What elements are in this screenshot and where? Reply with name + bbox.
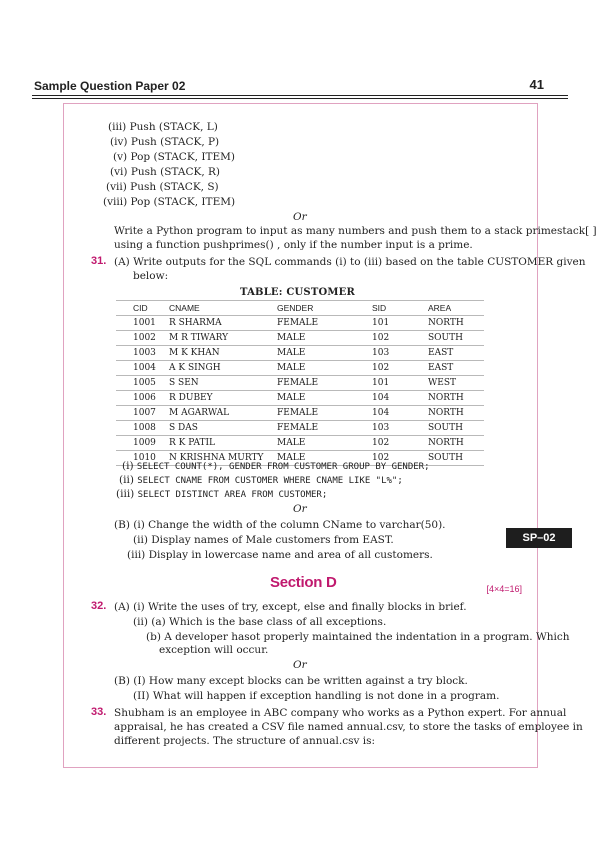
table-cell: EAST bbox=[428, 363, 454, 373]
table-cell: R DUBEY bbox=[169, 393, 213, 403]
table-cell: MALE bbox=[277, 348, 306, 358]
sql-label: (iii) bbox=[116, 488, 135, 500]
table-cell: A K SINGH bbox=[169, 363, 221, 373]
q32-item: (B) (I) How many except blocks can be written against a try block. bbox=[114, 675, 468, 687]
table-cell: 103 bbox=[372, 348, 390, 358]
table-cell: 104 bbox=[372, 408, 390, 418]
sql-command bbox=[119, 474, 403, 488]
table-cell: R SHARMA bbox=[169, 318, 222, 328]
table-cell: MALE bbox=[277, 453, 306, 463]
sql-command bbox=[116, 488, 327, 502]
table-cell: FEMALE bbox=[277, 423, 319, 433]
q31-part-b-item: (ii) Display names of Male customers from EAST. bbox=[133, 534, 394, 546]
table-cell: 1010 bbox=[133, 453, 156, 463]
table-cell: M AGARWAL bbox=[169, 408, 230, 418]
push-op: (vi) Push (STACK, R) bbox=[110, 166, 220, 178]
sql-code: SELECT CNAME FROM CUSTOMER WHERE CNAME LIKE "L%"; bbox=[137, 476, 403, 486]
table-cell: 1008 bbox=[133, 423, 156, 433]
q31-part-b-item: (B) (i) Change the width of the column CName to varchar(50). bbox=[114, 519, 446, 531]
q32-item: (ii) (a) Which is the base class of all exceptions. bbox=[133, 616, 387, 628]
push-op: (viii) Pop (STACK, ITEM) bbox=[103, 196, 236, 208]
table-cell: M R TIWARY bbox=[169, 333, 229, 343]
customer-table bbox=[116, 300, 484, 466]
table-cell: 1002 bbox=[133, 333, 156, 343]
table-cell: 103 bbox=[372, 423, 390, 433]
question-number: 31. bbox=[91, 255, 107, 267]
q32-item: (II) What will happen if exception handling is not done in a program. bbox=[133, 690, 500, 702]
table-cell: SOUTH bbox=[428, 453, 463, 463]
table-row bbox=[116, 391, 484, 406]
table-row bbox=[116, 406, 484, 421]
table-cell: NORTH bbox=[428, 438, 464, 448]
table-cell: FEMALE bbox=[277, 378, 319, 388]
sql-label: (i) bbox=[122, 460, 134, 472]
section-title: Section D bbox=[270, 574, 337, 591]
table-cell: MALE bbox=[277, 363, 306, 373]
table-row bbox=[116, 331, 484, 346]
section-marks: [4×4=16] bbox=[486, 584, 522, 594]
table-caption: TABLE: CUSTOMER bbox=[240, 287, 355, 298]
table-cell: 101 bbox=[372, 318, 390, 328]
table-cell: 1004 bbox=[133, 363, 156, 373]
q31-part-a-text: (A) Write outputs for the SQL commands (i) to (iii) based on the table CUSTOMER given bbox=[114, 256, 586, 268]
table-cell: FEMALE bbox=[277, 318, 319, 328]
header-rule-thin bbox=[32, 98, 568, 99]
sql-label: (ii) bbox=[119, 474, 134, 486]
column-header: AREA bbox=[428, 303, 452, 313]
or-separator: Or bbox=[293, 659, 307, 671]
table-cell: WEST bbox=[428, 378, 456, 388]
sql-code: SELECT COUNT(*), GENDER FROM CUSTOMER GROUP BY GENDER; bbox=[136, 462, 430, 472]
q32-item: (b) A developer hasot properly maintained the indentation in a program. Which bbox=[146, 631, 570, 643]
table-cell: FEMALE bbox=[277, 408, 319, 418]
table-cell: 1003 bbox=[133, 348, 156, 358]
push-op: (iii) Push (STACK, L) bbox=[108, 121, 218, 133]
or-separator: Or bbox=[293, 503, 307, 515]
table-cell: 101 bbox=[372, 378, 390, 388]
table-cell: 1006 bbox=[133, 393, 156, 403]
table-cell: EAST bbox=[428, 348, 454, 358]
table-cell: NORTH bbox=[428, 408, 464, 418]
table-row bbox=[116, 346, 484, 361]
running-header-title: Sample Question Paper 02 bbox=[34, 79, 186, 93]
column-header: GENDER bbox=[277, 303, 314, 313]
push-op: (v) Pop (STACK, ITEM) bbox=[113, 151, 236, 163]
push-op: (iv) Push (STACK, P) bbox=[110, 136, 220, 148]
table-row bbox=[116, 421, 484, 436]
table-cell: 102 bbox=[372, 363, 390, 373]
q31-part-a-text: below: bbox=[133, 270, 169, 282]
sql-code: SELECT DISTINCT AREA FROM CUSTOMER; bbox=[137, 490, 328, 500]
table-cell: S SEN bbox=[169, 378, 199, 388]
frame-top-line bbox=[63, 103, 538, 104]
q33-text: different projects. The structure of annual.csv is: bbox=[114, 735, 376, 747]
q30-alt-text: using a function pushprimes() , only if the number input is a prime. bbox=[114, 239, 473, 251]
page-number: 41 bbox=[529, 77, 544, 92]
table-row bbox=[116, 361, 484, 376]
sql-command bbox=[122, 460, 430, 474]
table-cell: 1001 bbox=[133, 318, 156, 328]
table-cell: 102 bbox=[372, 438, 390, 448]
table-cell: S DAS bbox=[169, 423, 198, 433]
table-cell: 1009 bbox=[133, 438, 156, 448]
q33-text: Shubham is an employee in ABC company who works as a Python expert. For annual bbox=[114, 707, 567, 719]
table-cell: SOUTH bbox=[428, 333, 463, 343]
q32-item: (A) (i) Write the uses of try, except, else and finally blocks in brief. bbox=[114, 601, 467, 613]
question-number: 33. bbox=[91, 706, 107, 718]
table-cell: 104 bbox=[372, 393, 390, 403]
table-cell: R K PATIL bbox=[169, 438, 215, 448]
q33-text: appraisal, he has created a CSV file named annual.csv, to store the tasks of employee in bbox=[114, 721, 583, 733]
table-row bbox=[116, 436, 484, 451]
table-cell: NORTH bbox=[428, 318, 464, 328]
table-cell: M K KHAN bbox=[169, 348, 220, 358]
q31-part-b-item: (iii) Display in lowercase name and area of all customers. bbox=[127, 549, 433, 561]
table-cell: MALE bbox=[277, 333, 306, 343]
table-header-row bbox=[116, 301, 484, 316]
side-tab-badge: SP–02 bbox=[506, 528, 572, 548]
q30-alt-text: Write a Python program to input as many numbers and push them to a stack primestack[ ] bbox=[114, 225, 597, 237]
question-number: 32. bbox=[91, 600, 107, 612]
table-cell: 102 bbox=[372, 453, 390, 463]
table-cell: MALE bbox=[277, 393, 306, 403]
table-cell: 102 bbox=[372, 333, 390, 343]
table-cell: 1005 bbox=[133, 378, 156, 388]
column-header: SID bbox=[372, 303, 387, 313]
table-cell: NORTH bbox=[428, 393, 464, 403]
q32-item: exception will occur. bbox=[159, 644, 269, 656]
column-header: CNAME bbox=[169, 303, 200, 313]
header-rule bbox=[32, 95, 568, 96]
table-cell: 1007 bbox=[133, 408, 156, 418]
or-separator: Or bbox=[293, 211, 307, 223]
push-op: (vii) Push (STACK, S) bbox=[106, 181, 219, 193]
table-row bbox=[116, 316, 484, 331]
table-cell: SOUTH bbox=[428, 423, 463, 433]
table-cell: N KRISHNA MURTY bbox=[169, 453, 264, 463]
table-cell: MALE bbox=[277, 438, 306, 448]
column-header: CID bbox=[133, 303, 148, 313]
table-row bbox=[116, 376, 484, 391]
